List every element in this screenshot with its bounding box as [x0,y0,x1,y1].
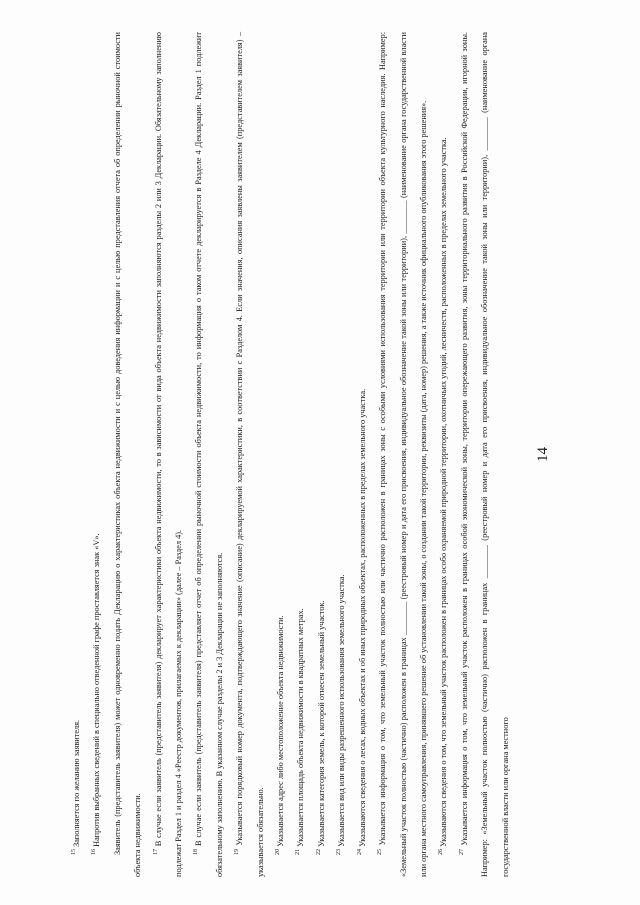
footnote-17 [149,32,190,877]
footnotes-block [67,32,516,877]
footnote-marker: 25 [377,849,384,855]
footnote-26 [434,32,454,877]
footnote-marker: 17 [152,849,159,855]
footnote-text: Указывается площадь объекта недвижимости в квадратных метрах. [296,608,306,847]
footnote-18 [189,32,230,877]
footnote-marker: 21 [295,849,302,855]
footnote-text: Указывается информация о том, что земельный участок расположен в границах особой экономической зоны, территории опережающего развития, зоны территориального развития в Российской Федерации, игорной зоны. Например: «Земельный участок полностью (частично) расположен в границах ________ (реестровый номер и дата его присвоения, индивидуальное обозначение такой зоны или территории), ________ (наименование органа государственной власти или органа местного [459,32,510,877]
footnote-p2 [108,32,149,877]
footnote-marker: 23 [336,849,343,855]
footnote-marker: 27 [458,849,465,855]
footnote-16 [87,32,107,877]
footnote-marker: 19 [234,849,241,855]
footnote-marker: 16 [91,849,98,855]
footnote-21 [291,32,311,877]
footnote-text: Заявитель (представитель заявителя) может одновременно подать Декларацию о характеристиках объекта недвижимости и с целью доведения информации и с целью представления отчета об определении рыночной стоимости объекта недвижимости. [112,32,143,877]
footnote-27 [455,32,516,877]
footnote-text: Заполняется по желанию заявителя. [72,719,81,847]
footnote-24 [353,32,373,877]
footnote-22 [312,32,332,877]
footnote-text: Напротив выбранных сведений в специально отведенной графе проставляется знак «V». [92,533,102,847]
footnote-text: Указываются сведения о лесах, водных объектах и об иных природных объектах, расположенных в пределах земельного участка. [357,388,367,847]
footnote-text: Указывается категория земель, к которой отнесен земельный участок. [316,600,326,847]
footnote-text: В случае если заявитель (представитель заявителя) декларирует характеристики объекта недвижимости, то в зависимости от вида объекта недвижимости заполняются разделы 2 или 3 Декларации. Обязательному заполнению подлежат Раздел 1 и раздел 4 «Реестр документов, прилагаемых к декларации» (далее – Раздел 4). [153,32,184,877]
footnote-text: Указывается адрес либо местоположение объекта недвижимости. [276,615,286,847]
footnote-marker: 15 [71,849,78,855]
footnote-marker: 20 [275,849,282,855]
footnote-15 [67,32,87,877]
footnote-marker: 22 [316,849,323,855]
footnote-text: Указывается информация о том, что земельный участок полностью или частично расположен в границах зоны с особыми условиями использования территории или территории объекта культурного наследия. Например: «Земельный участок полностью (частично) расположен в границах ________ (реестровый номер и дата его присвоения, индивидуальное обозначение такой зоны или территории), ________ (наименование органа государственной власти или органа местного самоуправления, принявшего решение об установлении такой зоны, о создании такой территории, реквизиты (дата, номер) решения, а также источник официального опубликования этого решения». [378,31,428,877]
footnote-marker: 18 [193,849,200,855]
footnote-text: Указывается порядковый номер документа, подтверждающего значение (описание) декларируемой характеристики, в соответствии с Разделом 4. Если значения, описания заявлены заявителем (представителем заявителя) – указывается обязательно. [235,32,265,877]
footnote-marker: 24 [356,849,363,855]
footnote-20 [271,32,291,877]
page-number: 14 [535,447,551,462]
rotated-page-content [67,32,577,877]
footnote-text: В случае если заявитель (представитель заявителя) представляет отчет об определении рыночной стоимости объекта недвижимости, то информация о таком отчете декларируется в Разделе 4 Декларации. Раздел 1 подлежит обязательному заполнению. В указанном случае разделы 2 и 3 Декларации не заполняются. [194,32,224,877]
footnote-19 [230,32,271,877]
footnote-marker: 26 [438,849,445,855]
footnote-text: Указывается вид или виды разрешенного использования земельного участка. [337,574,347,847]
footnote-25 [373,32,434,877]
footnote-23 [332,32,352,877]
footnote-text: Указываются сведения о том, что земельный участок расположен в границах особо охраняемой природной территории, охотничьих угодий, лесничеств, расположенных в пределах земельного участка. [439,137,449,847]
